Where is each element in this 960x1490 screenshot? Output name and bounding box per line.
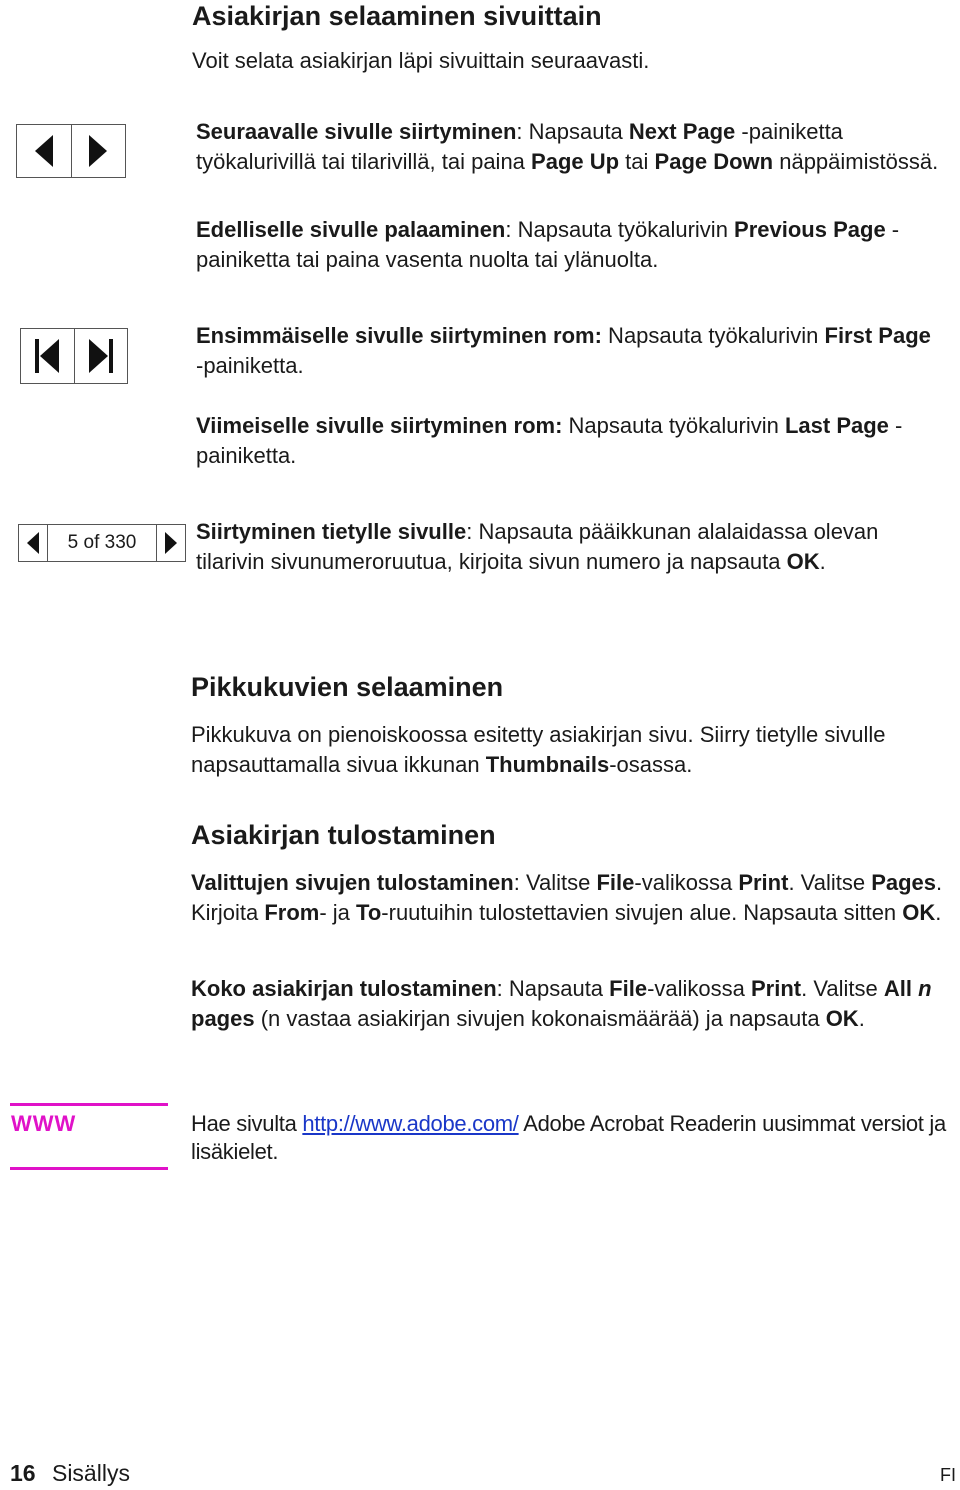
page-down-term: Page Down <box>654 149 774 174</box>
file-term: File <box>596 870 635 895</box>
text: : Napsauta <box>496 976 610 1001</box>
footer-left <box>10 1460 130 1487</box>
thumbnails-term: Thumbnails <box>485 752 610 777</box>
prev-next-page-icon <box>16 124 126 178</box>
text: -painiketta työkalurivillä tai tilarivillä, tai paina <box>196 119 843 174</box>
text: . <box>935 900 942 925</box>
pages-term: Pages <box>871 870 937 895</box>
print-selected-instructions <box>191 868 957 928</box>
text: . <box>858 1006 865 1031</box>
page-up-term: Page Up <box>531 149 620 174</box>
ok-term: OK <box>825 1006 859 1031</box>
text: - ja <box>319 900 357 925</box>
all-term: All <box>883 976 919 1001</box>
footer-section: Sisällys <box>51 1460 130 1486</box>
text: -painiketta tai paina vasenta nuolta tai ylänuolta. <box>196 217 900 272</box>
text: -ruutuihin tulostettavien sivujen alue. Napsauta sitten <box>381 900 903 925</box>
www-tag: WWW <box>11 1111 77 1136</box>
n-term: n <box>918 976 932 1001</box>
last-page-instructions <box>196 411 936 471</box>
ok-term: OK <box>902 900 936 925</box>
text: : Valitse <box>513 870 597 895</box>
from-term: From <box>264 900 320 925</box>
text: -osassa. <box>609 752 693 777</box>
print-all-label: Koko asiakirjan tulostaminen <box>191 976 497 1001</box>
text: -valikossa <box>634 870 739 895</box>
next-page-label: Seuraavalle sivulle siirtyminen <box>196 119 517 144</box>
text: . Kirjoita <box>191 870 943 925</box>
text: näppäimistössä. <box>773 149 939 174</box>
ok-term: OK <box>786 549 820 574</box>
www-top-rule <box>10 1103 168 1106</box>
section-intro: Voit selata asiakirjan läpi sivuittain seuraavasti. <box>192 48 650 73</box>
previous-page-icon <box>17 125 71 177</box>
last-page-label: Viimeiselle sivulle siirtyminen rom: <box>196 413 563 438</box>
first-page-term: First Page <box>824 323 931 348</box>
text: : Napsauta <box>516 119 629 144</box>
www-note <box>191 1110 957 1166</box>
print-selected-label: Valittujen sivujen tulostaminen <box>191 870 514 895</box>
last-page-icon <box>74 329 128 383</box>
text: . Valitse <box>788 870 872 895</box>
section-title-printing: Asiakirjan tulostaminen <box>191 820 496 850</box>
text: . <box>819 549 826 574</box>
text: -painiketta. <box>196 413 903 468</box>
text: Pikkukuva on pienoiskoossa esitetty asiakirjan sivu. Siirry tietylle sivulle napsauttamalla sivua ikkunan <box>191 722 886 777</box>
goto-page-label: Siirtyminen tietylle sivulle <box>196 519 467 544</box>
next-page-instructions <box>196 117 946 177</box>
text: : Napsauta pääikkunan alalaidassa olevan tilarivin sivunumeroruutua, kirjoita sivun numero ja napsauta <box>196 519 879 574</box>
previous-page-label: Edelliselle sivulle palaaminen <box>196 217 506 242</box>
first-page-instructions <box>196 321 936 381</box>
previous-page-term: Previous Page <box>734 217 886 242</box>
footer-language: FI <box>940 1465 956 1485</box>
text: Adobe Acrobat Readerin uusimmat versiot ja lisäkielet. <box>191 1111 946 1164</box>
text: (n vastaa asiakirjan sivujen kokonaismäärää) ja napsauta <box>254 1006 826 1031</box>
previous-arrow-icon <box>19 525 47 561</box>
adobe-link[interactable]: http://www.adobe.com/ <box>302 1111 519 1136</box>
print-term: Print <box>750 976 802 1001</box>
text: Hae sivulta <box>191 1111 303 1136</box>
first-last-page-icon <box>20 328 128 384</box>
section-title-page-navigation: Asiakirjan selaaminen sivuittain <box>192 1 602 31</box>
thumbnails-paragraph <box>191 720 921 780</box>
text: -painiketta. <box>196 353 304 378</box>
last-page-term: Last Page <box>784 413 889 438</box>
text: Napsauta työkalurivin <box>562 413 785 438</box>
text: : Napsauta työkalurivin <box>505 217 735 242</box>
text: tai <box>619 149 655 174</box>
section-title-thumbnails: Pikkukuvien selaaminen <box>191 672 504 702</box>
print-all-instructions <box>191 974 957 1034</box>
next-page-icon <box>71 125 126 177</box>
www-bottom-rule <box>10 1167 168 1170</box>
text: . Valitse <box>801 976 884 1001</box>
text: Napsauta työkalurivin <box>601 323 825 348</box>
previous-page-instructions <box>196 215 936 275</box>
pages-term: pages <box>191 1006 255 1031</box>
goto-page-instructions <box>196 517 946 577</box>
next-page-term: Next Page <box>628 119 736 144</box>
first-page-label: Ensimmäiselle sivulle siirtyminen rom: <box>196 323 602 348</box>
to-term: To <box>356 900 382 925</box>
page-number: 16 <box>10 1460 36 1486</box>
text: -valikossa <box>647 976 751 1001</box>
page-counter-icon <box>18 524 186 562</box>
page-counter-value: 5 of 330 <box>47 525 156 561</box>
next-arrow-icon <box>156 525 185 561</box>
file-term: File <box>609 976 648 1001</box>
first-page-icon <box>21 329 74 383</box>
print-term: Print <box>738 870 789 895</box>
